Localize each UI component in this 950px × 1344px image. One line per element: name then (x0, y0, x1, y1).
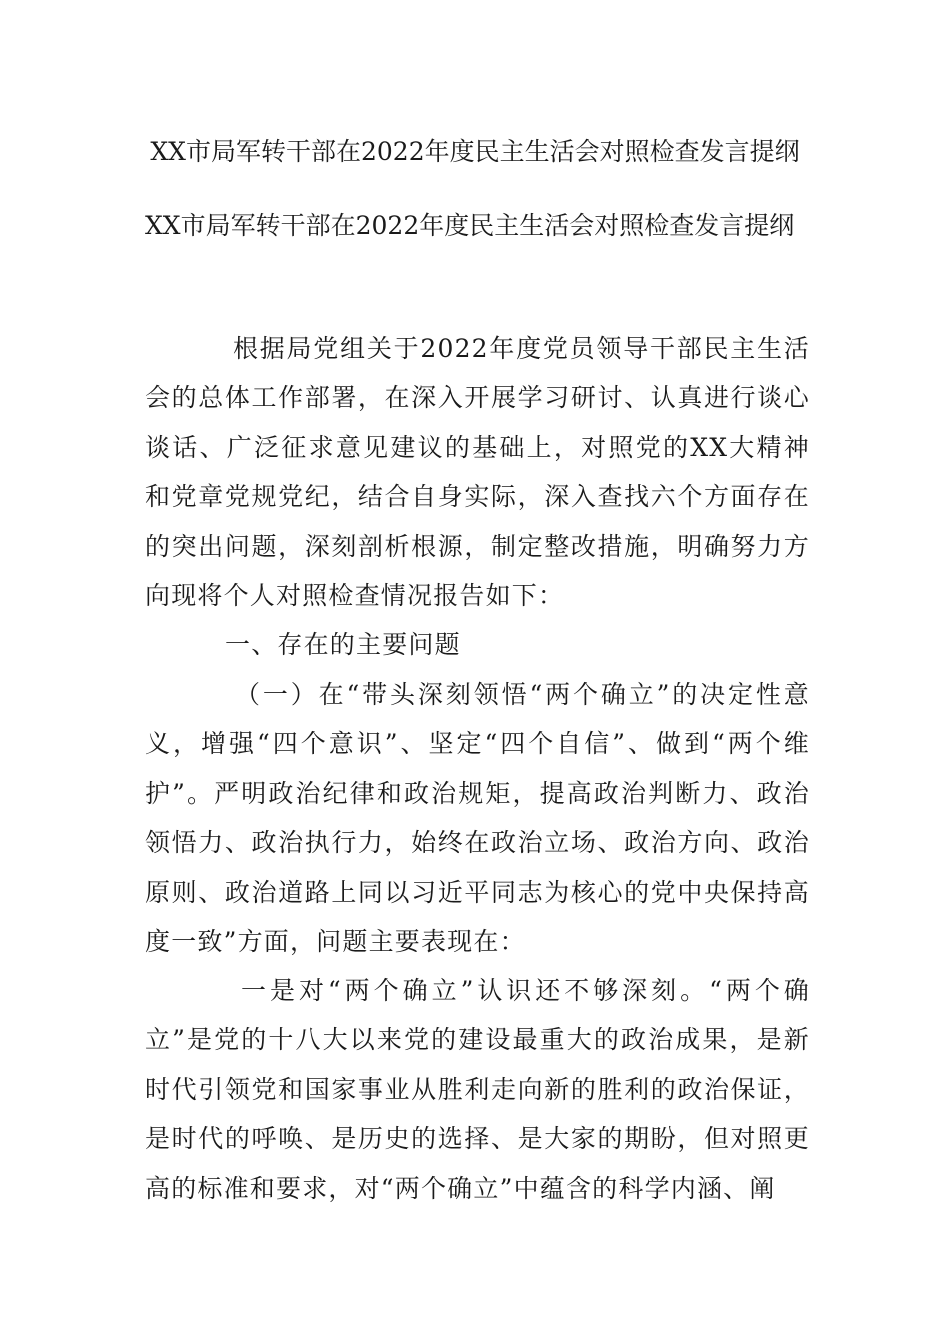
subsection-paragraph-1: （一）在“带头深刻领悟“两个确立”的决定性意义，增强“四个意识”、坚定“四个自信”、做到“两个维护”。严明政治纪律和政治规矩，提高政治判断力、政治领悟力、政治执行力，始终在政治立场、政治方向、政治原则、政治道路上同以习近平同志为核心的党中央保持高度一致”方面，问题主要表现在： (145, 680, 810, 957)
section-heading-main-problems: 一、存在的主要问题 (225, 630, 461, 659)
point-paragraph-1: 一是对“两个确立”认识还不够深刻。“两个确立”是党的十八大以来党的建设最重大的政治成果，是新时代引领党和国家事业从胜利走向新的胜利的政治保证，是时代的呼唤、是历史的选择、是大家的期盼，但对照更高的标准和要求，对“两个确立”中蕴含的科学内涵、阐 (145, 976, 810, 1203)
document-title-repeat: XX市局军转干部在2022年度民主生活会对照检查发言提纲 (145, 211, 795, 240)
document-title: XX市局军转干部在2022年度民主生活会对照检查发言提纲 (150, 137, 800, 166)
intro-paragraph: 根据局党组关于2022年度党员领导干部民主生活会的总体工作部署，在深入开展学习研讨、认真进行谈心谈话、广泛征求意见建议的基础上，对照党的XX大精神和党章党规党纪，结合自身实际，深入查找六个方面存在的突出问题，深刻剖析根源，制定整改措施，明确努力方向现将个人对照检查情况报告如下： (145, 334, 810, 611)
